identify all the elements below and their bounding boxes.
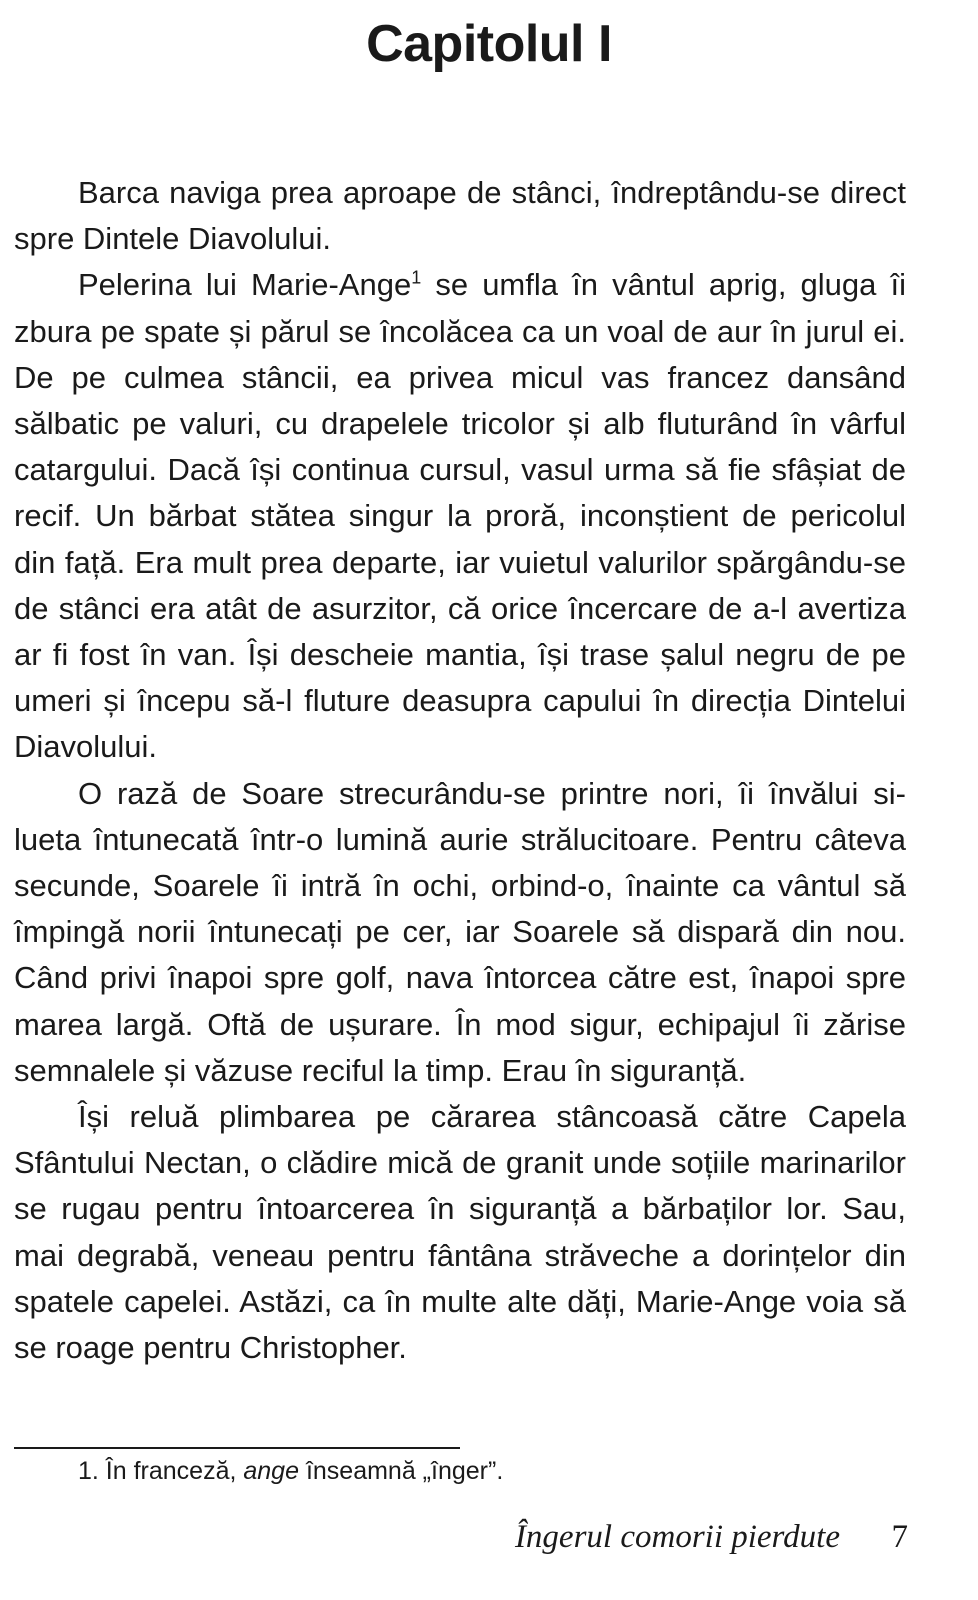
paragraph-2-rest: se umfla în vântul aprig, gluga îi zbura pe spate și părul se încolăcea ca un voal de aur în jurul ei. De pe culmea stâncii, ea privea micul vas francez dansând sălbatic pe valuri, cu drapelele tricolor și alb fluturând în vârful catargului. Dacă își continua cursul, vasul urma să fie sfâșiat de recif. Un bărbat stătea singur la proră, inconștient de pericolul din față. Era mult prea departe, iar vuietul valurilor spărgându-se de stânci era atât de asurzitor, că orice încercare de a-l avertiza ar fi fost în van. Își descheie mantia, își trase șalul negru de pe umeri și începu să-l fluture deasupra capului în direcția Dintelui Diavolului. (14, 267, 907, 765)
page-number: 7 (891, 1519, 908, 1555)
footnote-reference: 1 (411, 268, 422, 289)
footnote-text: înseamnă „înger”. (299, 1457, 504, 1485)
paragraph-1: Barca naviga prea aproape de stânci, îndreptându-se direct spre Dintele Diavolului. (14, 175, 906, 257)
paragraph-3: O rază de Soare strecurându-se printre nori, îi învălui silueta întunecată într-o lumină aurie strălucitoare. Pentru câteva secunde, Soarele îi intră în ochi, orbind-o, înainte ca vântul să împingă norii întunecați pe cer, iar Soarele să dispară din nou. Când privi înapoi spre golf, nava întorcea către est, înapoi spre marea largă. Oftă de ușurare. În mod sigur, echipajul îi zărise semnalele și văzuse reciful la timp. Erau în siguranță. (14, 775, 906, 1088)
footnote-number: 1. În franceză, (78, 1457, 244, 1485)
paragraph-2 (14, 262, 906, 770)
chapter-title: Capitolul I (366, 15, 612, 73)
footnote-divider (14, 1447, 460, 1449)
running-footer-title: Îngerul comorii pierdute (514, 1519, 840, 1555)
chapter-body (14, 170, 906, 1371)
footnote-term: ange (243, 1457, 299, 1485)
paragraph-2-start: Pelerina lui Marie-Ange (78, 267, 412, 303)
paragraph-4: Își reluă plimbarea pe cărarea stâncoasă către Capela Sfântului Nectan, o clădire mică de granit unde soțiile marinarilor se rugau pentru întoarcerea în siguranță a bărbaților lor. Sau, mai degrabă, veneau pentru fântâna străveche a dorințelor din spatele capelei. Astăzi, ca în multe alte dăți, Marie-Ange voia să se roage pentru Christopher. (14, 1099, 906, 1366)
footnote (78, 1454, 898, 1488)
